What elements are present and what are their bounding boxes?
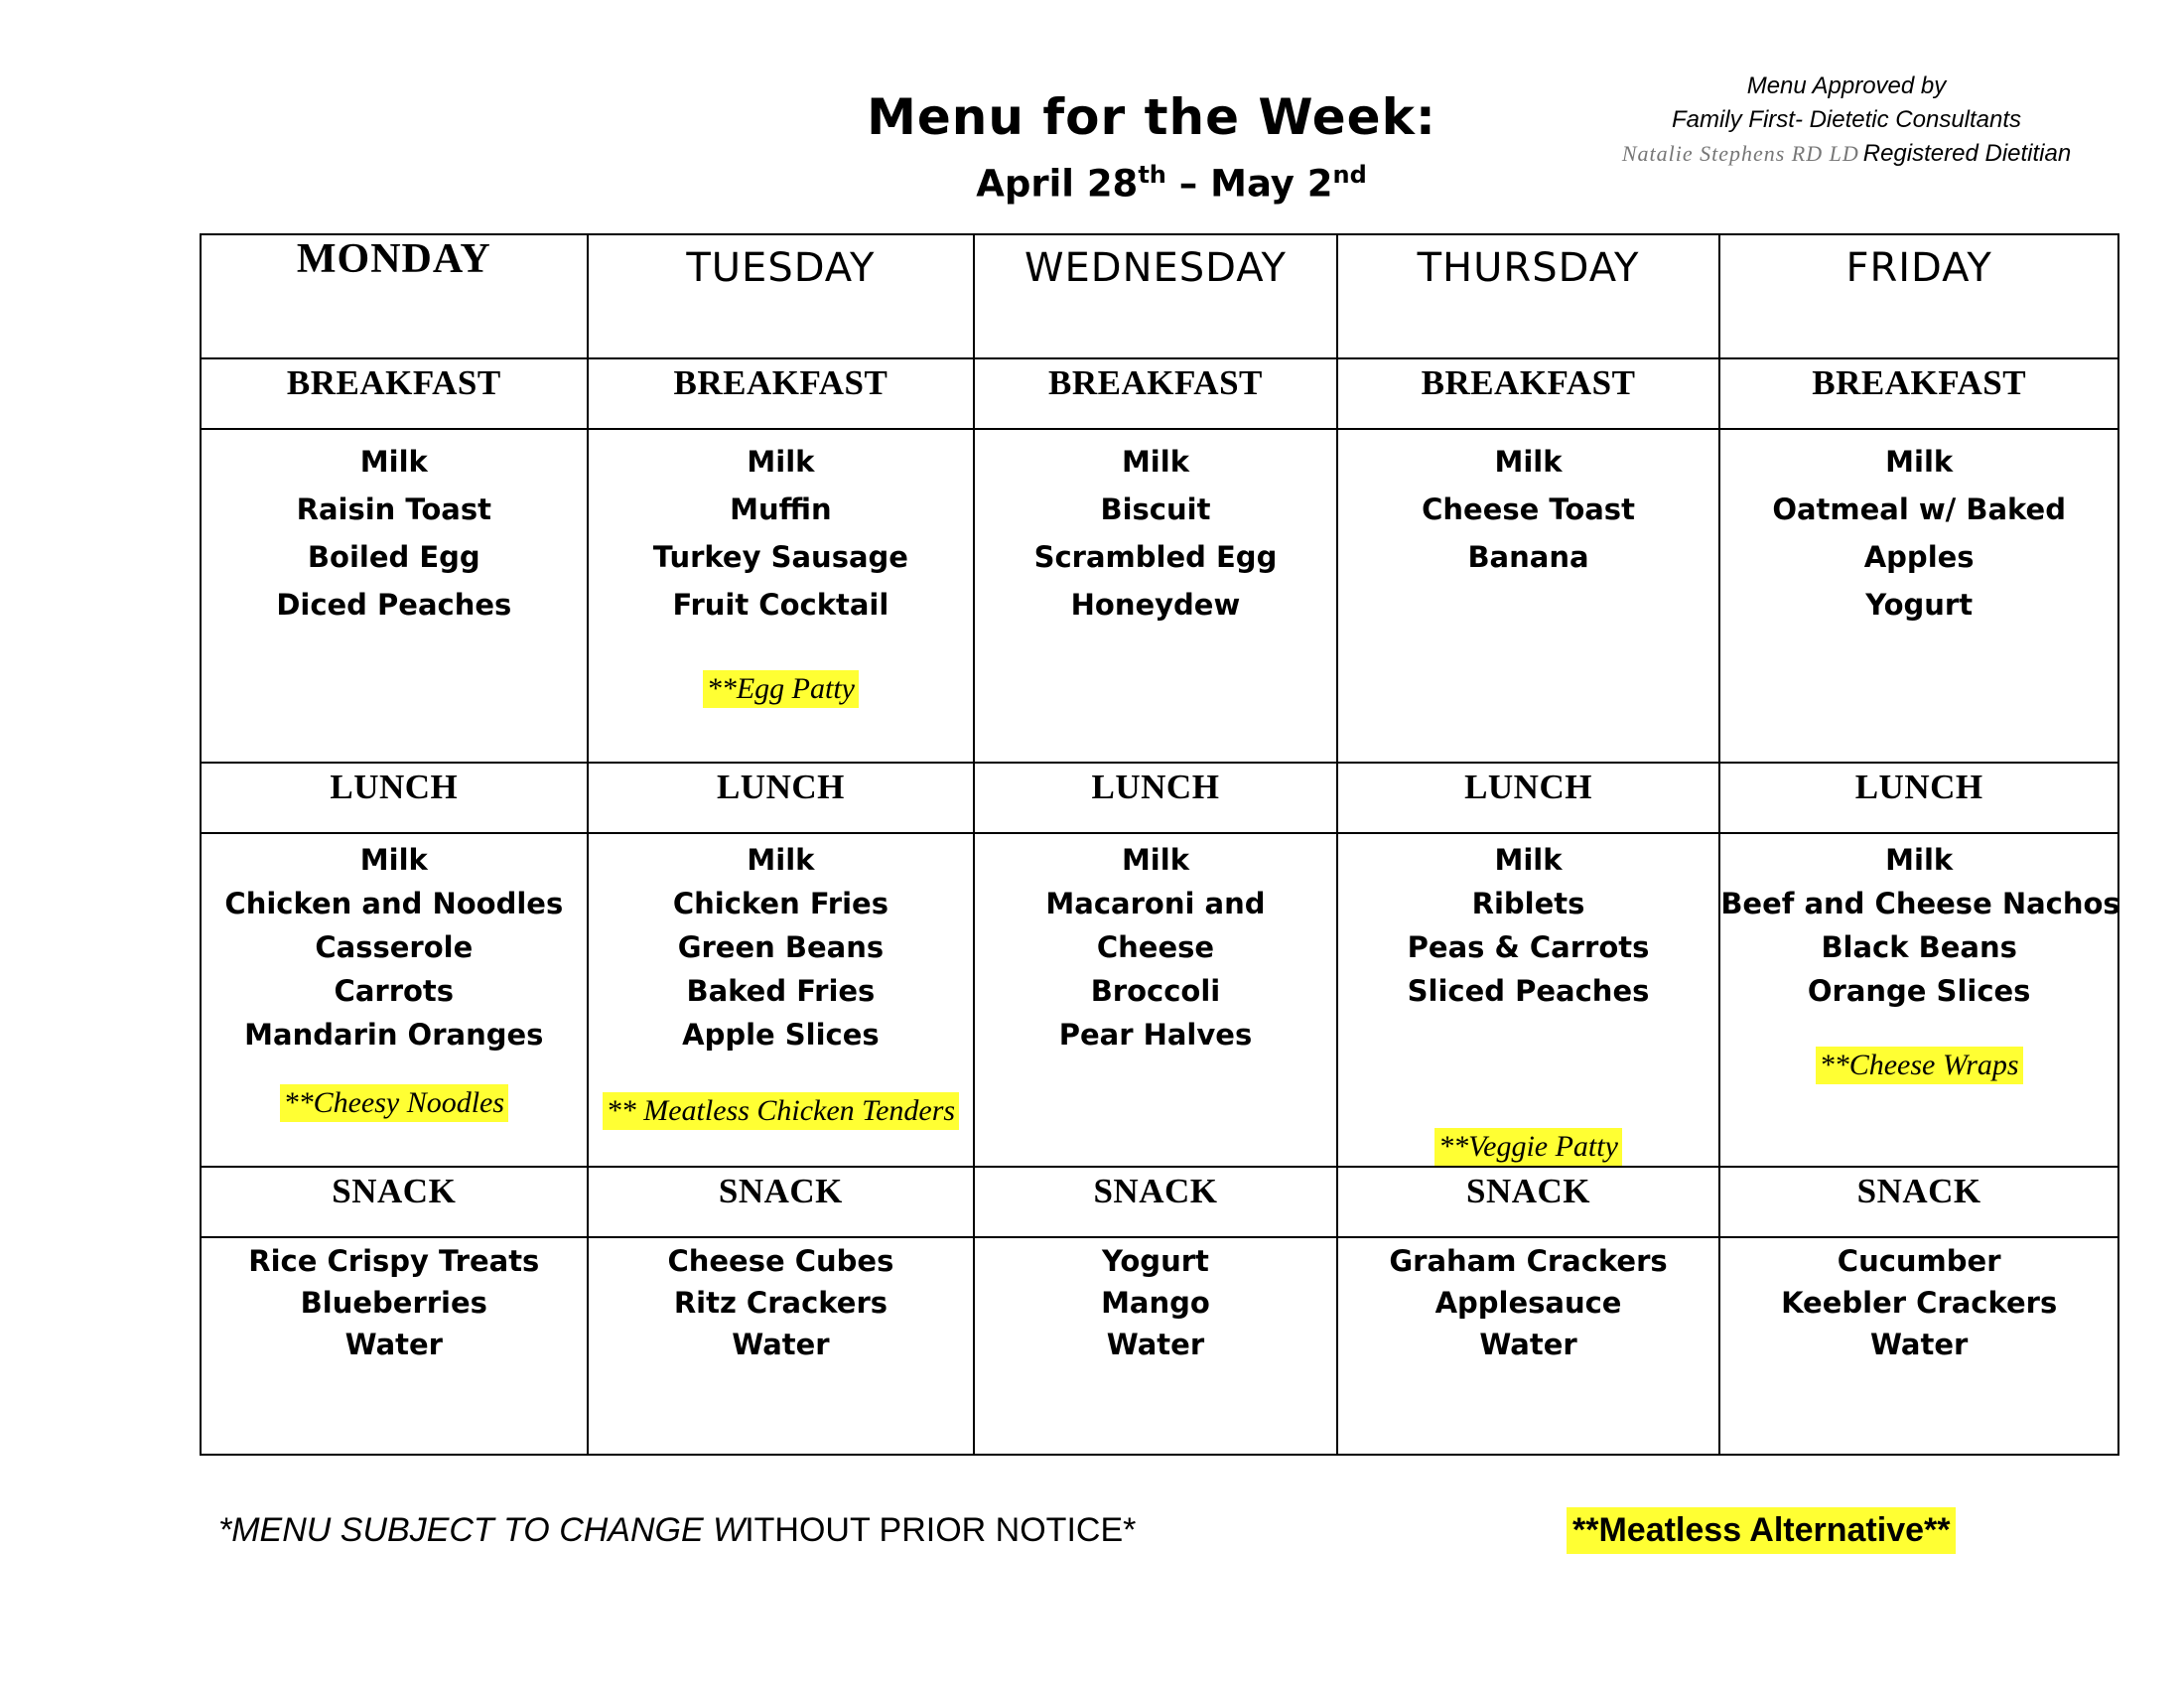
day-cell — [588, 234, 975, 358]
breakfast-item-list — [202, 430, 587, 629]
menu-item: Water — [1106, 1328, 1205, 1361]
snack-items-cell — [1337, 1237, 1720, 1455]
menu-item: Diced Peaches — [276, 588, 512, 622]
menu-item: Milk — [747, 445, 815, 479]
menu-item: Fruit Cocktail — [672, 588, 889, 622]
snack-label-cell — [1337, 1167, 1720, 1237]
menu-item: Macaroni and — [1045, 887, 1266, 920]
menu-item: Turkey Sausage — [652, 540, 908, 574]
menu-item: Oatmeal w/ Baked — [1772, 492, 2066, 526]
day-name: WEDNESDAY — [1024, 245, 1287, 291]
breakfast-label: BREAKFAST — [673, 363, 888, 402]
menu-item: Water — [1869, 1328, 1969, 1361]
breakfast-items-cell — [974, 429, 1337, 763]
lunch-label-cell — [974, 763, 1337, 833]
snack-label-cell — [588, 1167, 975, 1237]
snack-label: SNACK — [1093, 1172, 1218, 1210]
dietitian-title: Registered Dietitian — [1862, 140, 2072, 167]
meatless-alt-wrap — [589, 670, 974, 708]
menu-item: Milk — [1494, 445, 1563, 479]
menu-item: Banana — [1467, 540, 1589, 574]
menu-item: Milk — [359, 445, 428, 479]
snack-label-row — [201, 1167, 2118, 1237]
menu-item: Mandarin Oranges — [244, 1018, 544, 1052]
breakfast-label-row — [201, 358, 2118, 429]
lunch-label-cell — [1719, 763, 2118, 833]
menu-item: Mango — [1101, 1286, 1210, 1320]
lunch-label-cell — [588, 763, 975, 833]
lunch-label: LUNCH — [1464, 768, 1592, 806]
date-start-suffix: th — [1138, 161, 1166, 189]
lunch-item-list — [975, 834, 1336, 1056]
day-name: MONDAY — [296, 236, 491, 282]
menu-item: Chicken Fries — [672, 887, 888, 920]
consultant-name: Family First- Dietetic Consultants — [1671, 106, 2022, 133]
snack-label-cell — [1719, 1167, 2118, 1237]
lunch-items-cell — [1337, 833, 1720, 1167]
menu-item: Water — [344, 1328, 443, 1361]
date-range — [834, 147, 1509, 211]
weekly-menu-table — [200, 233, 2119, 1456]
lunch-label: LUNCH — [1091, 768, 1220, 806]
menu-item: Casserole — [315, 930, 474, 964]
signature: Natalie Stephens RD LD — [1621, 141, 1859, 166]
snack-label: SNACK — [718, 1172, 843, 1210]
meatless-alt-wrap — [1720, 1047, 2117, 1084]
menu-item: Applesauce — [1434, 1286, 1622, 1320]
date-end-suffix: nd — [1332, 161, 1367, 189]
snack-item-list — [975, 1238, 1336, 1365]
lunch-items-cell — [201, 833, 588, 1167]
lunch-label-cell — [1337, 763, 1720, 833]
breakfast-items-cell — [1719, 429, 2118, 763]
breakfast-item-list — [975, 430, 1336, 629]
date-start: April 28 — [976, 162, 1139, 206]
day-header-row — [201, 234, 2118, 358]
day-name: FRIDAY — [1845, 245, 1992, 291]
breakfast-items-cell — [1337, 429, 1720, 763]
meatless-alternative: ** Meatless Chicken Tenders — [603, 1092, 959, 1130]
approval-block — [1588, 70, 2105, 171]
snack-label: SNACK — [1856, 1172, 1981, 1210]
menu-item: Riblets — [1471, 887, 1585, 920]
day-cell — [1719, 234, 2118, 358]
menu-item: Milk — [747, 843, 815, 877]
breakfast-item-list — [1720, 430, 2117, 629]
menu-item: Water — [732, 1328, 830, 1361]
meatless-alt-wrap — [1338, 1128, 1719, 1166]
menu-item: Rice Crispy Treats — [248, 1244, 540, 1278]
menu-item: Yogurt — [1865, 588, 1974, 622]
snack-item-list — [1720, 1238, 2117, 1365]
lunch-label: LUNCH — [716, 768, 845, 806]
lunch-items-cell — [974, 833, 1337, 1167]
menu-item: Baked Fries — [686, 974, 876, 1008]
breakfast-items-cell — [588, 429, 975, 763]
snack-items-row — [201, 1237, 2118, 1455]
page-title: Menu for the Week: — [867, 88, 1436, 146]
menu-item: Green Beans — [677, 930, 885, 964]
menu-item: Milk — [1885, 843, 1954, 877]
menu-item: Apples — [1863, 540, 1975, 574]
menu-item: Honeydew — [1070, 588, 1241, 622]
menu-item: Orange Slices — [1807, 974, 2031, 1008]
menu-item: Water — [1479, 1328, 1577, 1361]
menu-item: Cheese — [1096, 930, 1215, 964]
date-separator: – May 2 — [1165, 162, 1333, 206]
menu-item: Black Beans — [1821, 930, 2017, 964]
menu-item: Pear Halves — [1058, 1018, 1253, 1052]
menu-item: Chicken and Noodles — [224, 887, 564, 920]
menu-item: Milk — [1121, 445, 1189, 479]
breakfast-label: BREAKFAST — [286, 363, 501, 402]
menu-item: Carrots — [334, 974, 455, 1008]
menu-item: Scrambled Egg — [1033, 540, 1278, 574]
breakfast-item-list — [589, 430, 974, 629]
breakfast-label: BREAKFAST — [1812, 363, 2027, 402]
menu-item: Biscuit — [1100, 492, 1211, 526]
lunch-label-row — [201, 763, 2118, 833]
menu-item: Milk — [1885, 445, 1954, 479]
snack-label: SNACK — [332, 1172, 457, 1210]
approval-line: Menu Approved by — [1746, 72, 1947, 99]
menu-item: Beef and Cheese Nachos — [1720, 887, 2120, 920]
menu-item: Muffin — [730, 492, 832, 526]
lunch-items-cell — [588, 833, 975, 1167]
lunch-label: LUNCH — [330, 768, 459, 806]
day-cell — [1337, 234, 1720, 358]
menu-item: Apple Slices — [682, 1018, 880, 1052]
menu-item: Cheese Cubes — [667, 1244, 894, 1278]
day-name: TUESDAY — [686, 245, 876, 291]
breakfast-label-cell — [588, 358, 975, 429]
disclaimer-italic: *MENU SUBJECT TO CHANGE W — [218, 1511, 746, 1549]
breakfast-label: BREAKFAST — [1421, 363, 1636, 402]
breakfast-items-cell — [201, 429, 588, 763]
snack-label-cell — [974, 1167, 1337, 1237]
breakfast-item-list — [1338, 430, 1719, 581]
menu-item: Keebler Crackers — [1781, 1286, 2058, 1320]
snack-item-list — [202, 1238, 587, 1365]
day-name: THURSDAY — [1417, 245, 1640, 291]
snack-items-cell — [201, 1237, 588, 1455]
menu-item: Sliced Peaches — [1407, 974, 1650, 1008]
meatless-alternative: **Cheesy Noodles — [280, 1084, 508, 1122]
breakfast-label-cell — [1337, 358, 1720, 429]
meatless-alternative: **Egg Patty — [703, 670, 859, 708]
day-cell — [974, 234, 1337, 358]
meatless-legend: **Meatless Alternative** — [1567, 1507, 1956, 1554]
menu-item: Blueberries — [300, 1286, 487, 1320]
menu-item: Milk — [1494, 843, 1563, 877]
breakfast-label-cell — [201, 358, 588, 429]
snack-items-cell — [974, 1237, 1337, 1455]
menu-item: Ritz Crackers — [673, 1286, 888, 1320]
lunch-item-list — [202, 834, 587, 1056]
lunch-items-cell — [1719, 833, 2118, 1167]
snack-item-list — [589, 1238, 974, 1365]
lunch-label-cell — [201, 763, 588, 833]
menu-item: Milk — [1121, 843, 1189, 877]
meatless-alt-wrap — [589, 1092, 974, 1130]
disclaimer-rest: ITHOUT PRIOR NOTICE* — [745, 1511, 1137, 1549]
menu-item: Broccoli — [1090, 974, 1221, 1008]
snack-items-cell — [1719, 1237, 2118, 1455]
meatless-alternative: **Veggie Patty — [1434, 1128, 1622, 1166]
disclaimer-note — [218, 1511, 1136, 1550]
title-block — [794, 87, 1509, 211]
menu-item: Milk — [359, 843, 428, 877]
menu-item: Raisin Toast — [296, 492, 491, 526]
breakfast-label-cell — [974, 358, 1337, 429]
snack-items-cell — [588, 1237, 975, 1455]
menu-item: Cucumber — [1837, 1244, 2001, 1278]
snack-label: SNACK — [1466, 1172, 1591, 1210]
breakfast-items-row — [201, 429, 2118, 763]
breakfast-label: BREAKFAST — [1048, 363, 1263, 402]
lunch-item-list — [589, 834, 974, 1056]
menu-item: Peas & Carrots — [1407, 930, 1650, 964]
breakfast-label-cell — [1719, 358, 2118, 429]
menu-item: Cheese Toast — [1422, 492, 1635, 526]
lunch-label: LUNCH — [1854, 768, 1983, 806]
snack-item-list — [1338, 1238, 1719, 1365]
menu-item: Yogurt — [1102, 1244, 1209, 1278]
meatless-alt-wrap — [202, 1084, 587, 1122]
menu-item: Boiled Egg — [307, 540, 480, 574]
menu-item: Graham Crackers — [1389, 1244, 1668, 1278]
lunch-items-row — [201, 833, 2118, 1167]
lunch-item-list — [1338, 834, 1719, 1013]
lunch-item-list — [1720, 834, 2120, 1013]
meatless-alternative: **Cheese Wraps — [1816, 1047, 2023, 1084]
day-cell — [201, 234, 588, 358]
snack-label-cell — [201, 1167, 588, 1237]
dietitian-line — [1588, 137, 2105, 171]
